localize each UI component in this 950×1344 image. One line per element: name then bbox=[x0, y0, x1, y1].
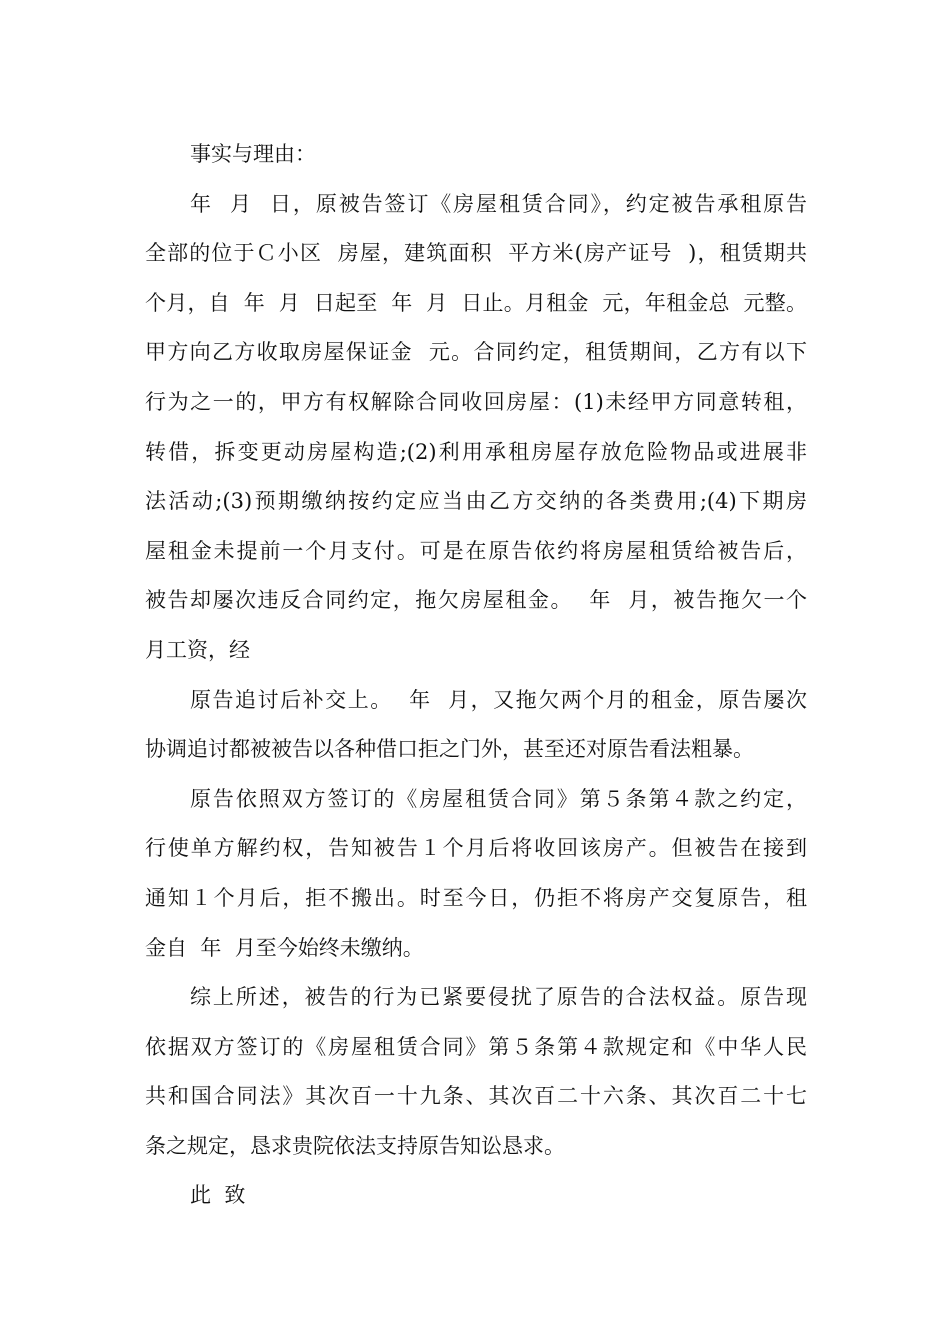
text-line: 转借，拆变更动房屋构造;(2)利用承租房屋存放危险物品或进展非 bbox=[145, 439, 807, 464]
closing-salutation: 此 致 bbox=[190, 1183, 246, 1208]
text-line: 条之规定，恳求贵院依法支持原告知讼恳求。 bbox=[145, 1133, 565, 1158]
text-line: 行为之一的，甲方有权解除合同收回房屋：(1)未经甲方同意转租， bbox=[145, 389, 807, 414]
text-line: 全部的位于Ｃ小区 房屋，建筑面积 平方米(房产证号 )，租赁期共 bbox=[145, 241, 807, 266]
text-line: 个月，自 年 月 日起至 年 月 日止。月租金 元，年租金总 元整。 bbox=[145, 290, 807, 315]
text-line: 被告却屡次违反合同约定，拖欠房屋租金。 年 月，被告拖欠一个 bbox=[145, 588, 807, 613]
text-line: 依据双方签订的《房屋租赁合同》第５条第４款规定和《中华人民 bbox=[145, 1034, 807, 1059]
text-line: 共和国合同法》其次百一十九条、其次百二十六条、其次百二十七 bbox=[145, 1084, 807, 1109]
text-line: 年 月 日，原被告签订《房屋租赁合同》，约定被告承租原告 bbox=[190, 191, 807, 216]
section-heading-facts-and-reasons: 事实与理由： bbox=[190, 142, 316, 166]
text-line: 行使单方解约权，告知被告１个月后将收回该房产。但被告在接到 bbox=[145, 836, 807, 861]
text-line: 月工资，经 bbox=[145, 637, 250, 662]
text-line: 原告追讨后补交上。 年 月，又拖欠两个月的租金，原告屡次 bbox=[190, 687, 807, 712]
text-line: 屋租金未提前一个月支付。可是在原告依约将房屋租赁给被告后， bbox=[145, 538, 807, 563]
text-line: 法活动;(3)预期缴纳按约定应当由乙方交纳的各类费用;(4)下期房 bbox=[145, 489, 807, 514]
text-line: 通知１个月后，拒不搬出。时至今日，仍拒不将房产交复原告，租 bbox=[145, 885, 807, 910]
text-line: 甲方向乙方收取房屋保证金 元。合同约定，租赁期间，乙方有以下 bbox=[145, 340, 807, 365]
text-line: 协调追讨都被被告以各种借口拒之门外，甚至还对原告看法粗暴。 bbox=[145, 737, 754, 762]
text-line: 原告依照双方签订的《房屋租赁合同》第５条第４款之约定， bbox=[190, 786, 807, 811]
document-body bbox=[145, 130, 807, 1221]
text-line: 金自 年 月至今始终未缴纳。 bbox=[145, 935, 424, 960]
text-line: 综上所述，被告的行为已紧要侵扰了原告的合法权益。原告现 bbox=[190, 985, 807, 1010]
